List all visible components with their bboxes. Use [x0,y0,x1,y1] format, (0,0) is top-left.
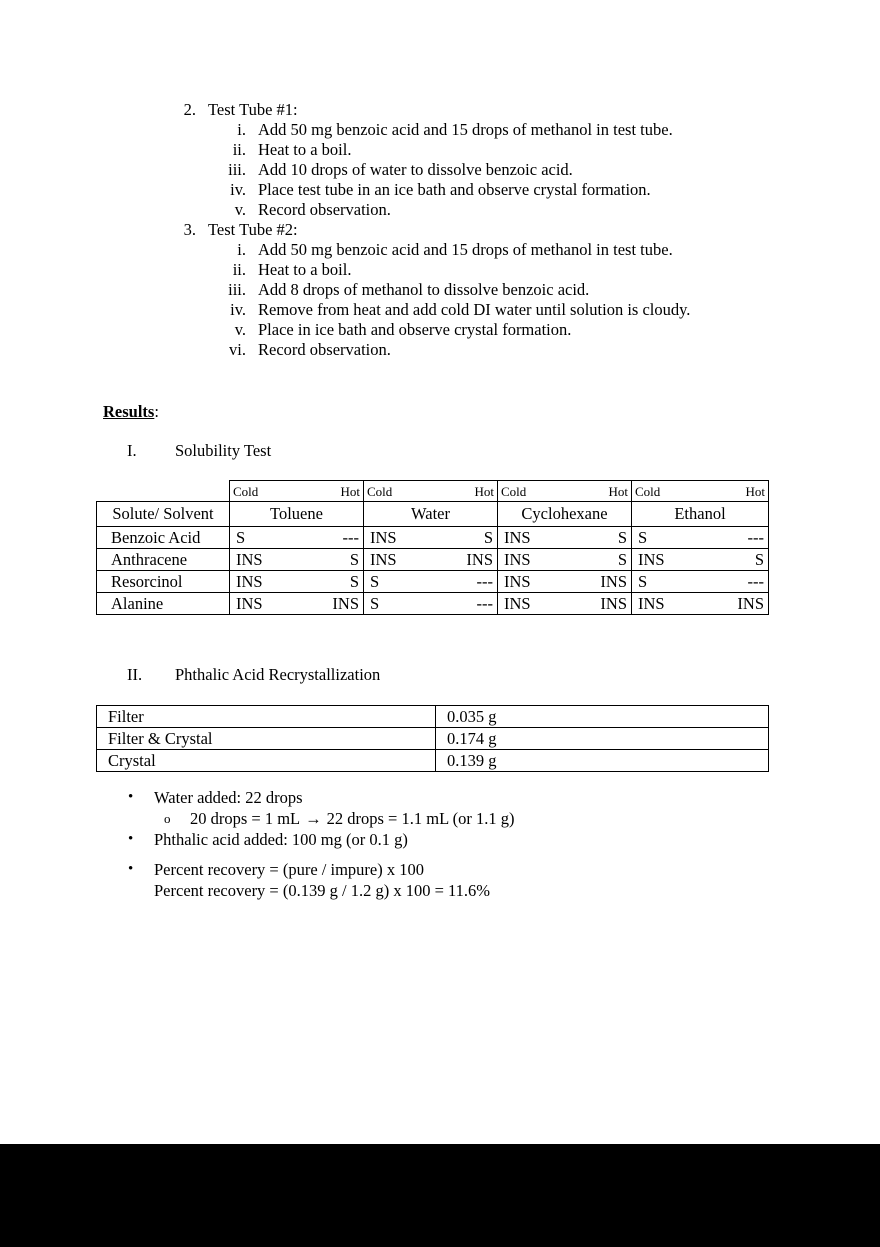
list-item-text: Record observation. [258,200,391,219]
cold-value: INS [638,594,665,613]
list-item-text: Water added: 22 drops [154,788,303,807]
section-heading-solubility [127,441,271,461]
hot-value: S [754,550,764,569]
list-item [208,320,880,340]
solvent-header-cell [230,502,364,527]
list-marker: i. [237,120,246,139]
cold-label: Cold [367,483,393,499]
solubility-cell [230,549,364,571]
cold-value: INS [504,572,531,591]
conversion-pre: 20 drops = 1 mL [190,809,301,828]
measurement-value: 0.174 g [436,728,769,750]
solubility-cell [498,549,632,571]
cold-value: INS [370,550,397,569]
list-item-text: Percent recovery = (0.139 g / 1.2 g) x 100 = 11.6% [154,881,491,900]
measurement-value: 0.139 g [436,750,769,772]
temp-header-cell [498,481,632,502]
bullet-icon: • [128,861,134,877]
list-item-text: Add 50 mg benzoic acid and 15 drops of methanol in test tube. [258,240,673,259]
hot-value: S [483,528,493,547]
solubility-cell [364,549,498,571]
list-marker: iii. [228,280,246,299]
table-row [97,593,769,615]
solvent-name: Water [411,504,450,523]
list-item [0,859,880,880]
solubility-cell [632,527,769,549]
measurement-label: Crystal [97,750,436,772]
cold-value: S [370,594,380,613]
list-item [208,140,880,160]
results-heading-colon: : [154,402,159,421]
list-item-text: Add 10 drops of water to dissolve benzoic acid. [258,160,573,179]
section-heading-recrystallization [127,665,380,685]
solvent-header-cell [364,502,498,527]
hot-label: Hot [745,483,765,499]
results-heading-label: Results [103,402,155,421]
list-item [0,100,880,120]
results-heading [103,402,159,422]
list-marker: vi. [229,340,246,359]
list-marker: ii. [232,140,246,159]
temp-header-cell [230,481,364,502]
solubility-cell [364,527,498,549]
solubility-table [96,480,769,615]
list-marker: i. [237,240,246,259]
table-row [97,728,769,750]
list-item-text: Percent recovery = (pure / impure) x 100 [154,860,424,879]
bullet-icon: • [128,831,134,847]
solute-header-label: Solute/ Solvent [112,504,214,523]
substep-list [208,120,880,220]
list-item [0,829,880,850]
bullet-icon: • [128,789,134,805]
list-item [208,240,880,260]
section-number: II. [127,665,143,684]
list-item [0,220,880,240]
recrystallization-table [96,705,769,772]
section-title: Solubility Test [175,441,272,460]
cold-value: INS [236,550,263,569]
list-item [0,808,880,829]
list-item-text: Remove from heat and add cold DI water until solution is cloudy. [258,300,691,319]
solute-name: Alanine [111,594,164,613]
solubility-cell [230,593,364,615]
solute-cell [97,549,230,571]
cold-value: INS [504,528,531,547]
solubility-cell [364,593,498,615]
list-item [208,340,880,360]
list-marker: 3. [183,220,196,239]
procedure-list [0,100,880,360]
arrow-icon: → [305,809,322,828]
hot-value: --- [747,572,764,591]
solute-header-cell [97,502,230,527]
list-item-text: Heat to a boil. [258,140,352,159]
cold-value: INS [236,572,263,591]
hot-label: Hot [340,483,360,499]
table-row [97,706,769,728]
cold-label: Cold [233,483,259,499]
list-item [208,200,880,220]
solute-cell [97,593,230,615]
section-number: I. [127,441,137,460]
solvent-name: Cyclohexane [521,504,608,523]
temp-header-cell [364,481,498,502]
hot-value: S [349,550,359,569]
bottom-black-band [0,1144,880,1247]
table-row [97,527,769,549]
hot-value: --- [747,528,764,547]
hot-label: Hot [474,483,494,499]
solute-cell [97,527,230,549]
cold-value: INS [236,594,263,613]
table-row [97,502,769,527]
hot-value: INS [466,550,493,569]
list-item-text: Add 8 drops of methanol to dissolve benzoic acid. [258,280,590,299]
cold-value: INS [638,550,665,569]
list-item [208,180,880,200]
hot-value: INS [332,594,359,613]
list-item-text: Test Tube #1: [208,100,298,119]
solubility-cell [632,549,769,571]
table-row [97,571,769,593]
solute-name: Benzoic Acid [111,528,201,547]
solute-name: Resorcinol [111,572,183,591]
list-item-text: Place in ice bath and observe crystal formation. [258,320,572,339]
solvent-name: Toluene [270,504,323,523]
solubility-cell [632,593,769,615]
table-row [97,549,769,571]
solvent-header-cell [632,502,769,527]
spacer [0,850,880,859]
conversion-post: 22 drops = 1.1 mL (or 1.1 g) [326,809,515,828]
measurement-value: 0.035 g [436,706,769,728]
cold-value: INS [504,550,531,569]
measurement-label: Filter [97,706,436,728]
cold-value: S [236,528,246,547]
cold-value: S [638,572,648,591]
solubility-cell [498,571,632,593]
solubility-cell [498,527,632,549]
circle-bullet-icon: o [164,811,171,826]
list-item-text: Phthalic acid added: 100 mg (or 0.1 g) [154,830,408,849]
list-item-text: Test Tube #2: [208,220,298,239]
solubility-cell [230,571,364,593]
solubility-cell [230,527,364,549]
list-item [208,160,880,180]
list-marker: v. [234,320,246,339]
list-item-text: Heat to a boil. [258,260,352,279]
cold-value: S [370,572,380,591]
list-item [0,787,880,808]
list-item-text: Record observation. [258,340,391,359]
list-marker: iv. [230,300,246,319]
solubility-cell [364,571,498,593]
measurement-label: Filter & Crystal [97,728,436,750]
list-item [208,120,880,140]
table-row [97,481,769,502]
hot-value: --- [476,572,493,591]
table-row [97,750,769,772]
cold-label: Cold [635,483,661,499]
cold-label: Cold [501,483,527,499]
list-marker: iv. [230,180,246,199]
list-marker: 2. [183,100,196,119]
hot-value: INS [600,594,627,613]
procedure-group [0,100,880,220]
substep-list [208,240,880,360]
list-marker: iii. [228,160,246,179]
hot-value: S [349,572,359,591]
empty-corner-cell [97,481,230,502]
cold-value: INS [370,528,397,547]
solute-cell [97,571,230,593]
hot-label: Hot [608,483,628,499]
list-item-text: Place test tube in an ice bath and observe crystal formation. [258,180,651,199]
hot-value: S [617,550,627,569]
hot-value: INS [600,572,627,591]
list-item [208,260,880,280]
cold-value: S [638,528,648,547]
list-item [208,300,880,320]
solute-name: Anthracene [111,550,188,569]
solvent-header-cell [498,502,632,527]
list-marker: v. [234,200,246,219]
list-item [208,280,880,300]
notes-list [0,787,880,901]
section-title: Phthalic Acid Recrystallization [175,665,381,684]
solvent-name: Ethanol [674,504,726,523]
hot-value: --- [476,594,493,613]
hot-value: --- [342,528,359,547]
list-marker: ii. [232,260,246,279]
list-item-text: Add 50 mg benzoic acid and 15 drops of methanol in test tube. [258,120,673,139]
hot-value: S [617,528,627,547]
solubility-cell [498,593,632,615]
procedure-group [0,220,880,360]
temp-header-cell [632,481,769,502]
hot-value: INS [737,594,764,613]
cold-value: INS [504,594,531,613]
solubility-cell [632,571,769,593]
percent-recovery-calculation [0,880,880,901]
